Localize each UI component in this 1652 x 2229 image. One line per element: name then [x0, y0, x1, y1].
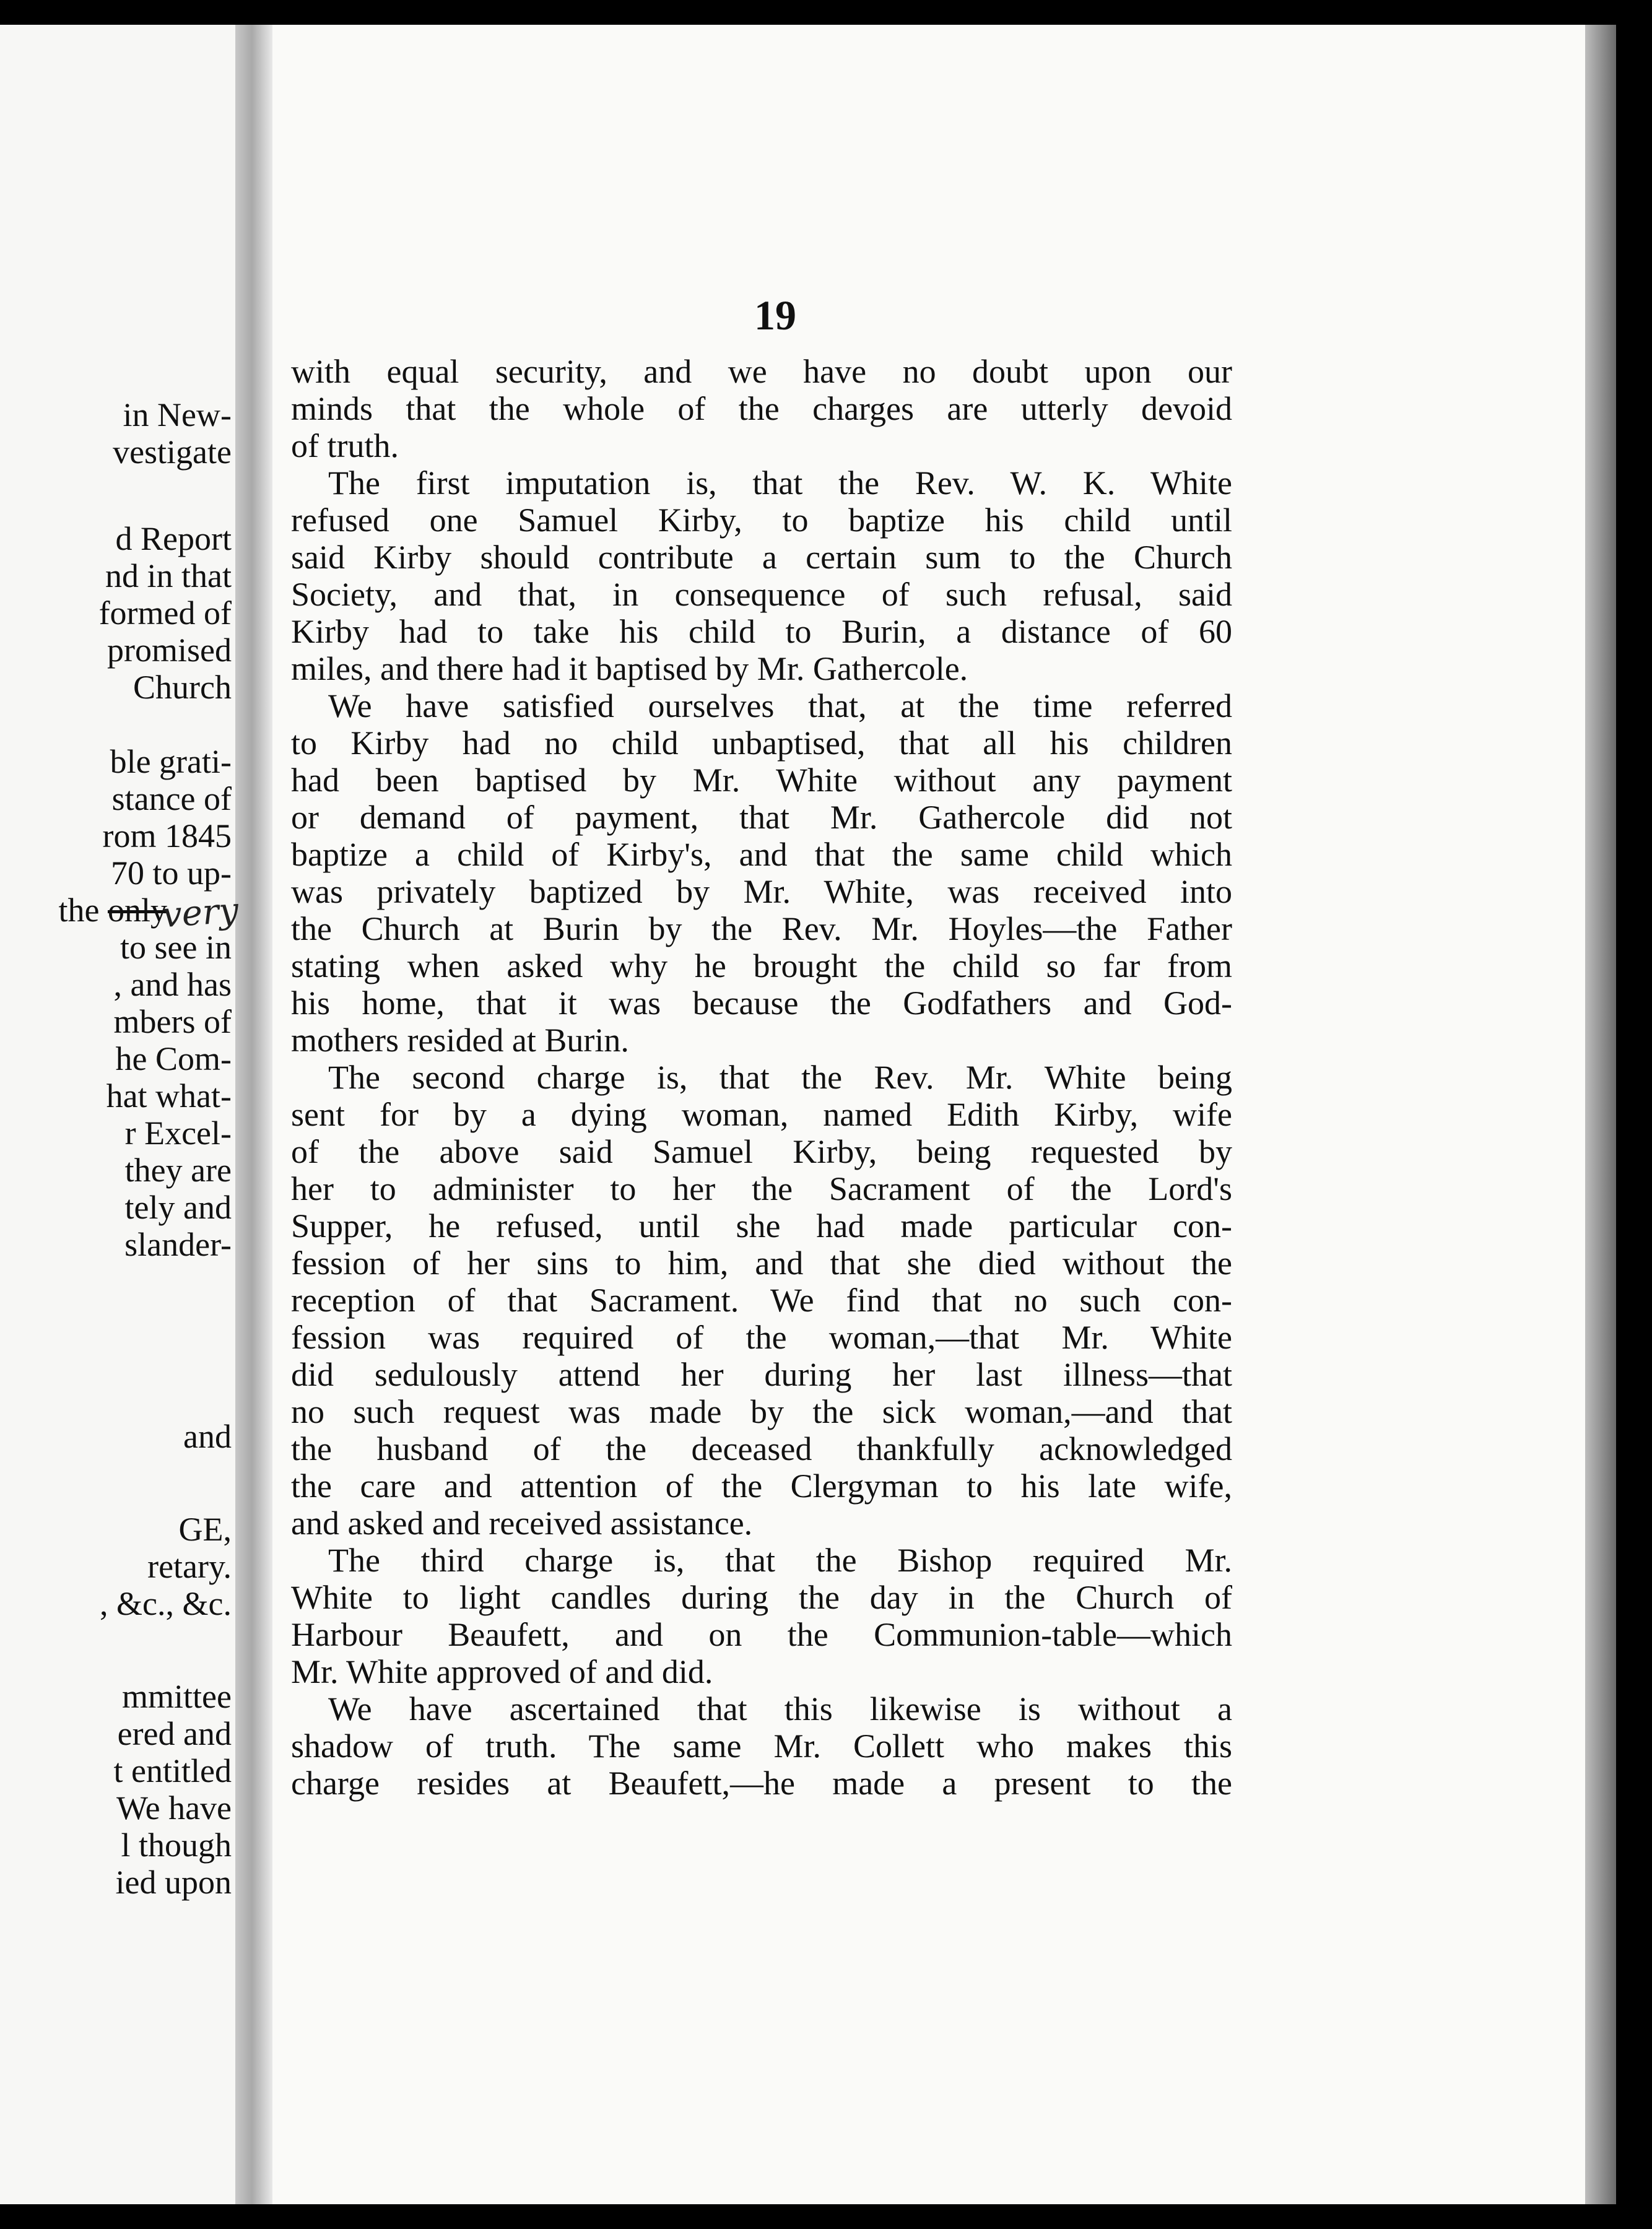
- text-line: minds that the whole of the charges are utterly devoid: [291, 390, 1232, 427]
- text-line: We have satisfied ourselves that, at the time referred: [328, 687, 1232, 724]
- left-line: they are: [124, 1152, 232, 1189]
- text-line: White to light candles during the day in the Church of: [291, 1579, 1232, 1616]
- text-line: his home, that it was because the Godfathers and God-: [291, 984, 1232, 1022]
- text-line: stating when asked why he brought the child so far from: [291, 947, 1232, 984]
- text-line: with equal security, and we have no doubt upon our: [291, 353, 1232, 390]
- struck-word: only: [107, 892, 167, 929]
- text-line: Kirby had to take his child to Burin, a distance of 60: [291, 613, 1232, 650]
- left-line: he Com-: [115, 1040, 232, 1077]
- text-line: did sedulously attend her during her last illness—that: [291, 1356, 1232, 1393]
- left-line: nd in that: [105, 557, 232, 594]
- left-line: , and has: [113, 966, 232, 1003]
- gutter-shadow: [235, 25, 272, 2204]
- text-line: of the above said Samuel Kirby, being requested by: [291, 1133, 1232, 1170]
- text-line: We have ascertained that this likewise is without a: [328, 1690, 1232, 1727]
- text-line: Harbour Beaufett, and on the Communion-table—which: [291, 1616, 1232, 1653]
- left-line: and: [183, 1418, 232, 1455]
- left-line: t entitled: [113, 1752, 232, 1789]
- left-line: rom 1845: [102, 817, 232, 854]
- text-line: of truth.: [291, 427, 399, 464]
- text-line: was privately baptized by Mr. White, was received into: [291, 873, 1232, 910]
- left-line: formed of: [98, 594, 232, 632]
- left-line: in New-: [123, 396, 232, 433]
- text-line: the Church at Burin by the Rev. Mr. Hoyles—the Father: [291, 910, 1232, 947]
- text-line: the care and attention of the Clergyman to his late wife,: [291, 1467, 1232, 1505]
- left-line: Church: [133, 669, 232, 706]
- left-line: mmittee: [122, 1678, 232, 1715]
- left-line: 70 to up-: [111, 854, 232, 892]
- text-line: charge resides at Beaufett,—he made a present to the: [291, 1765, 1232, 1802]
- text-line: The first imputation is, that the Rev. W. K. White: [328, 464, 1232, 502]
- left-line: slander-: [124, 1226, 232, 1263]
- text-line: The second charge is, that the Rev. Mr. White being: [328, 1059, 1232, 1096]
- page-number: 19: [754, 292, 796, 339]
- left-line: vestigate: [113, 433, 232, 471]
- text-line: and asked and received assistance.: [291, 1505, 753, 1542]
- text-line: or demand of payment, that Mr. Gathercole did not: [291, 799, 1232, 836]
- text-line: Mr. White approved of and did.: [291, 1653, 713, 1690]
- left-line: retary.: [147, 1548, 232, 1585]
- text-line: Supper, he refused, until she had made particular con-: [291, 1207, 1232, 1245]
- left-line: hat what-: [106, 1077, 232, 1114]
- left-line: l though: [121, 1827, 232, 1864]
- text-line: miles, and there had it baptised by Mr. Gathercole.: [291, 650, 968, 687]
- text-line: fession was required of the woman,—that Mr. White: [291, 1319, 1232, 1356]
- text-line: no such request was made by the sick woman,—and that: [291, 1393, 1232, 1430]
- left-line: r Excel-: [124, 1114, 232, 1152]
- text-line: sent for by a dying woman, named Edith Kirby, wife: [291, 1096, 1232, 1133]
- text-line: baptize a child of Kirby's, and that the same child which: [291, 836, 1232, 873]
- text-line: said Kirby should contribute a certain sum to the Church: [291, 539, 1232, 576]
- left-line: to see in: [120, 929, 232, 966]
- left-line: GE,: [178, 1511, 232, 1548]
- text-line: refused one Samuel Kirby, to baptize his child until: [291, 502, 1232, 539]
- text-line: reception of that Sacrament. We find that no such con-: [291, 1282, 1232, 1319]
- text-line: her to administer to her the Sacrament of the Lord's: [291, 1170, 1232, 1207]
- page-edge-shadow: [1585, 25, 1616, 2204]
- text-line: the husband of the deceased thankfully acknowledged: [291, 1430, 1232, 1467]
- handwritten-margin-note: very: [160, 890, 240, 936]
- left-line: ble grati-: [110, 743, 232, 780]
- left-line: , &c., &c.: [100, 1585, 232, 1622]
- left-line: ered and: [117, 1715, 232, 1752]
- left-line: tely and: [124, 1189, 232, 1226]
- text-line: The third charge is, that the Bishop required Mr.: [328, 1542, 1232, 1579]
- left-line: promised: [107, 632, 232, 669]
- text-line: had been baptised by Mr. White without any payment: [291, 762, 1232, 799]
- left-line: We have: [116, 1789, 232, 1827]
- text-line: Society, and that, in consequence of such refusal, said: [291, 576, 1232, 613]
- left-line: mbers of: [113, 1003, 232, 1040]
- body-text: [291, 353, 1232, 1802]
- left-line: ied upon: [115, 1864, 232, 1901]
- left-facing-page: [0, 25, 235, 2204]
- left-line-struck: the only: [58, 892, 167, 929]
- text-line: mothers resided at Burin.: [291, 1022, 629, 1059]
- text-line: fession of her sins to him, and that she died without the: [291, 1245, 1232, 1282]
- text-line: to Kirby had no child unbaptised, that all his children: [291, 724, 1232, 762]
- left-line: d Report: [115, 520, 232, 557]
- text-line: shadow of truth. The same Mr. Collett who makes this: [291, 1727, 1232, 1765]
- left-line: stance of: [111, 780, 232, 817]
